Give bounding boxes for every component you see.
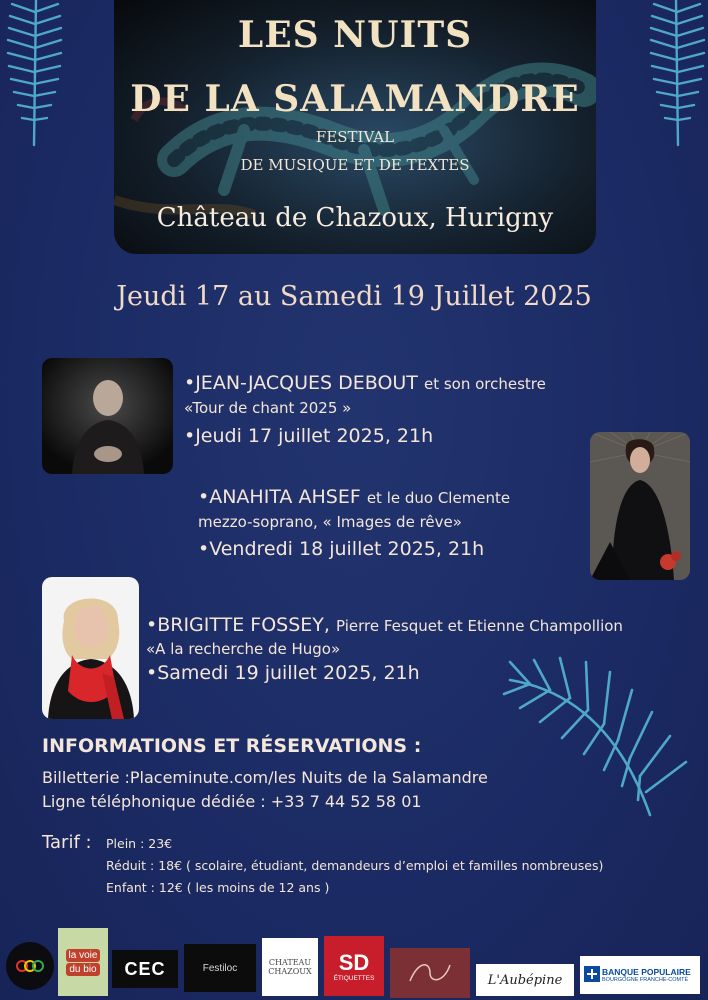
palm-leaf-decoration xyxy=(500,650,700,820)
venue: Château de Chazoux, Hurigny xyxy=(156,203,554,233)
banque-populaire-mark-icon xyxy=(584,966,600,982)
festival-subtitle-line2: DE MUSIQUE ET DE TEXTES xyxy=(240,156,470,174)
artist-photo-debout xyxy=(42,358,173,474)
sponsor-chazoux-line1: CHATEAU xyxy=(268,958,312,967)
event-2-with: et le duo Clemente xyxy=(366,489,511,507)
sponsor-aubepine-label: L'Aubépine xyxy=(487,972,563,988)
artist-photo-fossey xyxy=(42,577,139,719)
header-banner xyxy=(114,0,596,254)
event-3-artist-line xyxy=(146,614,623,636)
artist-photo-ahsef xyxy=(590,432,690,580)
event-1-program: «Tour de chant 2025 » xyxy=(184,399,352,417)
sponsor-chazoux-line2: CHAZOUX xyxy=(268,967,312,976)
tarif-label: Tarif : xyxy=(42,832,92,853)
event-2-artist-line xyxy=(198,486,510,508)
sponsor-logo-cafe xyxy=(390,948,470,998)
event-1-with: et son orchestre xyxy=(423,375,546,393)
phone-line: Ligne téléphonique dédiée : +33 7 44 52 58 01 xyxy=(42,792,422,811)
tarif-plein: Plein : 23€ xyxy=(106,836,173,851)
colorful-rings-icon xyxy=(10,946,50,986)
sponsor-logo-circle xyxy=(6,942,54,990)
sponsor-bp-line2: BOURGOGNE FRANCHE-COMTÉ xyxy=(602,977,689,983)
event-3-with: Pierre Fesquet et Etienne Champollion xyxy=(336,617,623,635)
event-1-artist-line xyxy=(184,372,546,394)
fern-left-decoration xyxy=(4,0,64,150)
event-3-program: «A la recherche de Hugo» xyxy=(146,640,341,658)
ticketing-line: Billetterie :Placeminute.com/les Nuits de la Salamandre xyxy=(42,768,488,787)
script-monogram-icon xyxy=(400,955,460,991)
event-3-artist: •BRIGITTE FOSSEY, xyxy=(146,614,330,636)
event-3-date: •Samedi 19 juillet 2025, 21h xyxy=(146,662,420,684)
sponsor-logo-chateau-chazoux xyxy=(262,938,318,996)
event-2-artist: •ANAHITA AHSEF xyxy=(198,486,361,508)
sponsor-sd-line2: ÉTIQUETTES xyxy=(333,974,375,982)
festival-dates: Jeudi 17 au Samedi 19 Juillet 2025 xyxy=(116,281,592,312)
sponsor-logo-voie-du-bio xyxy=(58,928,108,996)
event-2-date: •Vendredi 18 juillet 2025, 21h xyxy=(198,538,485,560)
sponsor-cec-label: CEC xyxy=(124,958,166,979)
event-1-artist: •JEAN-JACQUES DEBOUT xyxy=(184,372,418,394)
festival-title-line2: DE LA SALAMANDRE xyxy=(130,78,580,120)
info-title: INFORMATIONS ET RÉSERVATIONS : xyxy=(42,735,422,757)
sponsor-logo-aubepine xyxy=(476,964,574,996)
sponsor-sd-line1: SD xyxy=(338,949,370,975)
sponsor-bp-line1: BANQUE POPULAIRE xyxy=(602,967,691,977)
sponsor-logo-festiloc xyxy=(184,944,256,992)
sponsor-voie-du-bio-line2: du bio xyxy=(66,963,99,976)
sponsor-festiloc-label: Festiloc xyxy=(202,962,238,974)
tarif-reduit: Réduit : 18€ ( scolaire, étudiant, demandeurs d’emploi et familles nombreuses) xyxy=(106,858,604,873)
sponsor-voie-du-bio-line1: la voie xyxy=(66,949,101,962)
festival-title-line1: LES NUITS xyxy=(237,14,473,56)
sponsor-logo-sd-etiquettes xyxy=(324,936,384,996)
event-1-date: •Jeudi 17 juillet 2025, 21h xyxy=(184,425,434,447)
event-2-program: mezzo-soprano, « Images de rêve» xyxy=(198,513,462,531)
festival-subtitle-line1: FESTIVAL xyxy=(315,128,395,146)
fern-right-decoration xyxy=(648,0,708,150)
sponsor-logo-cec xyxy=(112,950,178,988)
sponsor-logos xyxy=(0,928,708,1000)
tarif-enfant: Enfant : 12€ ( les moins de 12 ans ) xyxy=(106,880,330,895)
